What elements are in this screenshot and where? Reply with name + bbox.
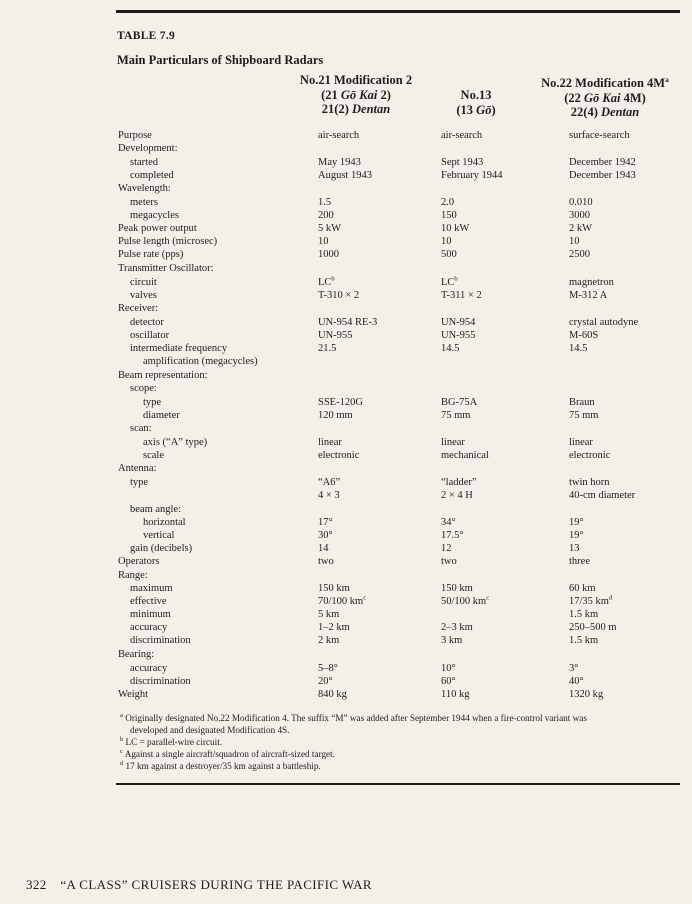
cell-no22: 250–500 m <box>569 622 617 633</box>
row-label: horizontal <box>143 517 186 528</box>
cell-no13: 14.5 <box>441 343 460 354</box>
cell-no21: linear <box>318 437 342 448</box>
row-label: completed <box>130 170 174 181</box>
page-footer <box>26 877 372 893</box>
row-label: discrimination <box>130 635 191 646</box>
top-rule <box>116 10 680 13</box>
cell-no22: 75 mm <box>569 410 599 421</box>
cell-no13: 75 mm <box>441 410 471 421</box>
cell-no13: 10 <box>441 236 452 247</box>
section-label: Development: <box>118 143 178 154</box>
cell-no22: 60 km <box>569 583 596 594</box>
cell-no13: 17.5° <box>441 530 464 541</box>
cell-no22: 2 kW <box>569 223 593 234</box>
section-label: Antenna: <box>118 463 157 474</box>
cell-no22: 1320 kg <box>569 689 604 700</box>
footnote-marker: a <box>665 75 669 84</box>
cell-no21: UN-954 RE-3 <box>318 317 378 328</box>
cell-no13: 50/100 $km^c$ <box>441 594 490 607</box>
cell-no13: air-search <box>441 130 483 141</box>
cell-no21: 1.5 <box>318 197 332 208</box>
cell-no21: May 1943 <box>318 157 361 168</box>
cell-no22: 17/35 $km^d$ <box>569 594 613 607</box>
cell-no21: August 1943 <box>318 170 372 181</box>
cell-no21: 5 km <box>318 609 340 620</box>
cell-no13: Sept 1943 <box>441 157 484 168</box>
section-label: scan: <box>130 423 152 434</box>
cell-no13: 500 <box>441 249 457 260</box>
row-label: Purpose <box>118 130 152 141</box>
column-header-line: No.22 Modification $4M^a$ <box>541 75 669 91</box>
section-label: Receiver: <box>118 303 159 314</box>
section-label: Wavelength: <box>118 183 171 194</box>
row-label: Pulse rate (pps) <box>118 249 184 260</box>
section-label: Range: <box>118 570 148 581</box>
cell-no22: 13 <box>569 543 580 554</box>
cell-no13: UN-955 <box>441 330 476 341</box>
page-number: 322 <box>26 877 47 892</box>
cell-no13: February 1944 <box>441 170 503 181</box>
row-label: gain (decibels) <box>130 543 193 554</box>
cell-no22: 40-cm diameter <box>569 490 636 501</box>
cell-no21: 10 <box>318 236 329 247</box>
row-label: discrimination <box>130 676 191 687</box>
column-header-no13 <box>428 88 524 117</box>
row-label: type <box>130 477 149 488</box>
cell-no21: 1–2 km <box>318 622 350 633</box>
row-label: maximum <box>130 583 173 594</box>
cell-no22: linear <box>569 437 593 448</box>
cell-no21: 4 × 3 <box>318 490 340 501</box>
footnote-marker: c <box>486 594 490 602</box>
running-title: “A CLASS” CRUISERS DURING THE PACIFIC WAR <box>60 877 372 892</box>
cell-no13: two <box>441 556 457 567</box>
column-header-line: 22(4) Dentan <box>570 105 640 120</box>
cell-no21: two <box>318 556 334 567</box>
cell-no21: 70/100 $km^c$ <box>318 594 367 607</box>
section-label: scope: <box>130 383 157 394</box>
cell-no13: T-311 × 2 <box>441 290 482 301</box>
column-header-line: (21 Gō Kai 2) <box>321 87 391 102</box>
cell-no22: 0.010 <box>569 197 593 208</box>
cell-no21: 2 km <box>318 635 340 646</box>
bottom-rule <box>116 783 680 785</box>
cell-no22: magnetron <box>569 277 614 288</box>
footnote-marker: d <box>120 759 124 767</box>
footnote-a: $^a$ Originally designated No.22 Modification 4. The suffix “M” was added after September 1944 when a fire-control variant was developed and designated Modification 4S. <box>120 711 587 735</box>
column-header-line: (13 Gō) <box>456 102 496 117</box>
cell-no13: 2 × 4 H <box>441 490 473 501</box>
cell-no22: 1.5 km <box>569 609 599 620</box>
cell-no22: surface-search <box>569 130 630 141</box>
row-label: meters <box>130 197 158 208</box>
column-header-line: No.13 <box>460 88 492 102</box>
cell-no21: 200 <box>318 210 334 221</box>
cell-no21: 1000 <box>318 249 339 260</box>
cell-no13: 150 <box>441 210 457 221</box>
cell-no21: 14 <box>318 543 329 554</box>
cell-no13: 10° <box>441 663 456 674</box>
row-label: detector <box>130 317 164 328</box>
cell-no13: 10 kW <box>441 223 470 234</box>
footnote-d: $^d$ 17 km against a destroyer/35 km against a battleship. <box>120 759 321 771</box>
footnote-marker: c <box>120 747 123 755</box>
row-label: amplification (megacycles) <box>143 356 258 367</box>
cell-no21: air-search <box>318 130 360 141</box>
footnote-marker: b <box>120 735 124 743</box>
cell-no21: 5 kW <box>318 223 342 234</box>
row-label: Operators <box>118 556 160 567</box>
cell-no22: crystal autodyne <box>569 317 639 328</box>
cell-no22: 14.5 <box>569 343 588 354</box>
row-label: Peak power output <box>118 223 197 234</box>
cell-no21: “A6” <box>318 477 341 488</box>
footnote-c: $^c$ Against a single aircraft/squadron of aircraft-sized target. <box>120 747 335 759</box>
cell-no13: 150 km <box>441 583 473 594</box>
cell-no21: 840 kg <box>318 689 347 700</box>
row-label: type <box>143 397 162 408</box>
cell-no21: 30° <box>318 530 333 541</box>
cell-no13: UN-954 <box>441 317 476 328</box>
column-header-no22 <box>525 73 685 120</box>
cell-no21: 150 km <box>318 583 350 594</box>
cell-no22: M-60S <box>569 330 599 341</box>
cell-no21: 120 mm <box>318 410 353 421</box>
cell-no22: 3000 <box>569 210 590 221</box>
cell-no21: SSE-120G <box>318 397 363 408</box>
cell-no22: twin horn <box>569 477 610 488</box>
row-label: oscillator <box>130 330 170 341</box>
row-label: circuit <box>130 277 157 288</box>
cell-no22: M-312 A <box>569 290 608 301</box>
row-label: accuracy <box>130 663 168 674</box>
footnote-marker: a <box>120 711 123 719</box>
section-label: beam angle: <box>130 504 182 515</box>
cell-no22: December 1942 <box>569 157 636 168</box>
footnote-marker: d <box>608 594 613 602</box>
cell-no13: 3 km <box>441 635 463 646</box>
section-label: Bearing: <box>118 649 155 660</box>
cell-no13: $LC^b$ <box>441 275 458 288</box>
cell-no21: 21.5 <box>318 343 337 354</box>
cell-no21: electronic <box>318 450 360 461</box>
section-label: Transmitter Oscillator: <box>118 263 214 274</box>
cell-no21: UN-955 <box>318 330 353 341</box>
cell-no21: $LC^b$ <box>318 275 335 288</box>
footnote-b: $^b$ LC = parallel-wire circuit. <box>120 735 223 747</box>
table-label: TABLE 7.9 <box>117 30 176 42</box>
row-label: scale <box>143 450 164 461</box>
column-header-line: (22 Gō Kai 4M) <box>564 90 646 105</box>
footnote-marker: b <box>331 275 335 283</box>
cell-no13: 12 <box>441 543 452 554</box>
cell-no22: Braun <box>569 397 595 408</box>
column-header-line: No.21 Modification 2 <box>299 73 413 87</box>
cell-no22: electronic <box>569 450 611 461</box>
cell-no13: linear <box>441 437 465 448</box>
cell-no13: 60° <box>441 676 456 687</box>
row-label: valves <box>130 290 157 301</box>
row-label: minimum <box>130 609 171 620</box>
cell-no22: December 1943 <box>569 170 636 181</box>
cell-no13: 110 kg <box>441 689 470 700</box>
row-label: megacycles <box>130 210 179 221</box>
cell-no21: 20° <box>318 676 333 687</box>
cell-no13: “ladder” <box>441 477 477 488</box>
cell-no21: 17° <box>318 517 333 528</box>
cell-no22: 3° <box>569 663 579 674</box>
cell-no22: 1.5 km <box>569 635 599 646</box>
cell-no21: T-310 × 2 <box>318 290 360 301</box>
cell-no13: mechanical <box>441 450 489 461</box>
cell-no22: 19° <box>569 530 584 541</box>
row-label: Pulse length (microsec) <box>118 236 218 247</box>
cell-no21: 5–8° <box>318 663 338 674</box>
cell-no13: 2.0 <box>441 197 455 208</box>
column-header-no21 <box>282 73 430 117</box>
cell-no13: BG-75A <box>441 397 478 408</box>
footnote-marker: b <box>454 275 458 283</box>
cell-no13: 34° <box>441 517 456 528</box>
section-label: Beam representation: <box>118 370 208 381</box>
cell-no22: 2500 <box>569 249 590 260</box>
row-label: intermediate frequency <box>130 343 228 354</box>
cell-no13: 2–3 km <box>441 622 473 633</box>
row-label: diameter <box>143 410 180 421</box>
cell-no22: 40° <box>569 676 584 687</box>
footnote-marker: c <box>363 594 367 602</box>
cell-no22: 10 <box>569 236 580 247</box>
row-label: Weight <box>118 689 149 700</box>
row-label: vertical <box>143 530 175 541</box>
row-label: accuracy <box>130 622 168 633</box>
cell-no22: 19° <box>569 517 584 528</box>
table-title: Main Particulars of Shipboard Radars <box>117 53 324 67</box>
row-label: started <box>130 157 158 168</box>
cell-no22: three <box>569 556 590 567</box>
column-header-line: 21(2) Dentan <box>321 102 391 116</box>
row-label: axis (“A” type) <box>143 437 208 448</box>
row-label: effective <box>130 596 167 607</box>
